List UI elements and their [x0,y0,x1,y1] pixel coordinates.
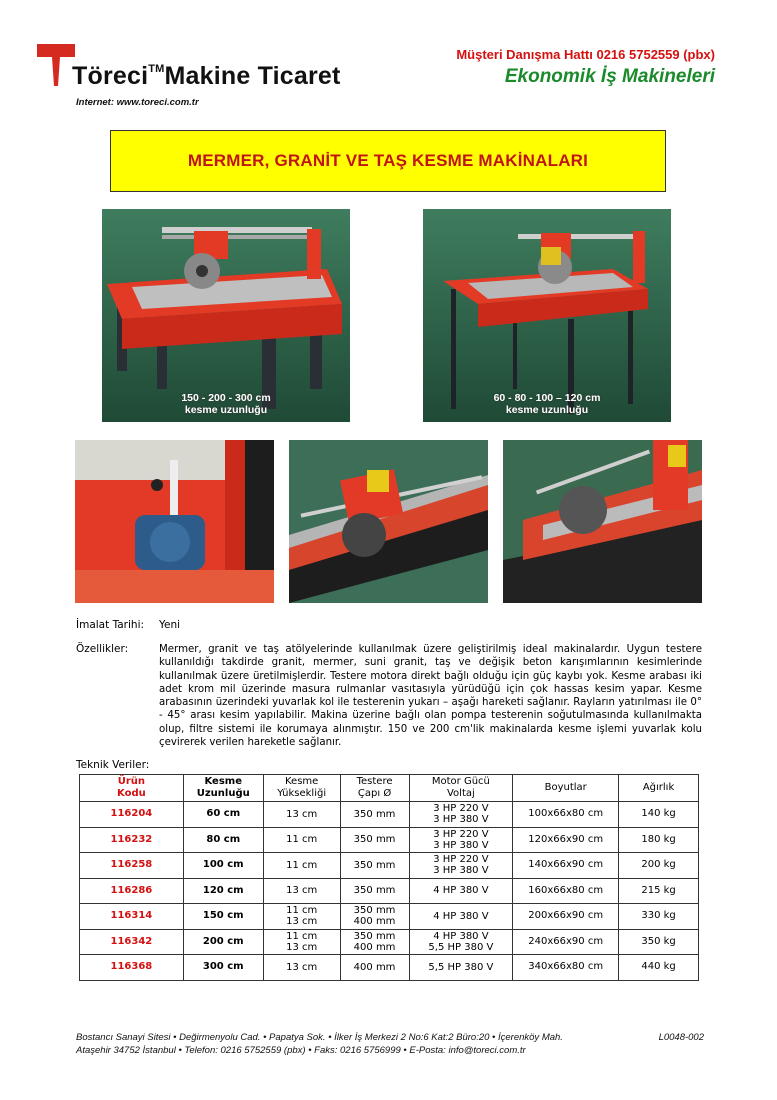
page-title-box [110,130,666,192]
manufacture-date-value: Yeni [159,619,181,631]
table-header-row [80,775,699,802]
cell-height: 13 cm [263,878,340,904]
cell-height: 11 cm 13 cm [263,929,340,955]
cell-saw: 350 mm [340,878,409,904]
table-row [80,802,699,828]
cell-code: 116368 [80,955,184,981]
cell-weight: 200 kg [619,853,699,879]
table-row [80,827,699,853]
cell-saw: 350 mm [340,827,409,853]
table-row [80,929,699,955]
col-header-length: Kesme Uzunluğu [183,775,263,802]
customer-hotline: Müşteri Danışma Hattı 0216 5752559 (pbx) [456,47,715,62]
photo-carriage-closeup [289,440,488,603]
cell-length: 200 cm [183,929,263,955]
cell-length: 150 cm [183,904,263,930]
cell-dims: 120x66x90 cm [513,827,619,853]
col-header-height: Kesme Yüksekliği [263,775,340,802]
photo-large-machine [102,209,350,422]
cell-length: 100 cm [183,853,263,879]
cell-code: 116232 [80,827,184,853]
cell-motor: 3 HP 220 V 3 HP 380 V [409,827,513,853]
page-title: MERMER, GRANİT VE TAŞ KESME MAKİNALARI [187,151,589,170]
cell-length: 300 cm [183,955,263,981]
cell-saw: 350 mm [340,853,409,879]
cell-height: 11 cm [263,853,340,879]
toreci-logo-icon [37,44,75,86]
table-row [80,955,699,981]
cell-dims: 240x66x90 cm [513,929,619,955]
cell-length: 80 cm [183,827,263,853]
cell-length: 60 cm [183,802,263,828]
features-label: Özellikler: [76,643,129,655]
cell-motor: 4 HP 380 V 5,5 HP 380 V [409,929,513,955]
cell-weight: 215 kg [619,878,699,904]
photo-pump-closeup [75,440,274,603]
cell-saw: 350 mm 400 mm [340,929,409,955]
technical-data-label: Teknik Veriler: [76,759,150,771]
cell-dims: 140x66x90 cm [513,853,619,879]
cell-saw: 350 mm [340,802,409,828]
table-row [80,878,699,904]
document-code: L0048-002 [658,1032,704,1043]
cell-weight: 180 kg [619,827,699,853]
cell-motor: 3 HP 220 V 3 HP 380 V [409,853,513,879]
manufacture-date-label: İmalat Tarihi: [76,619,145,631]
cell-code: 116204 [80,802,184,828]
table-row [80,853,699,879]
cell-weight: 330 kg [619,904,699,930]
photo-caption-large: 150 - 200 - 300 cm kesme uzunluğu [181,392,271,416]
cell-height: 13 cm [263,802,340,828]
col-header-code: Ürün Kodu [80,775,184,802]
cell-weight: 140 kg [619,802,699,828]
cell-motor: 5,5 HP 380 V [409,955,513,981]
internet-address: Internet: www.toreci.com.tr [76,97,199,108]
cell-dims: 340x66x80 cm [513,955,619,981]
photo-tilt-closeup [503,440,702,603]
slogan: Ekonomik İş Makineleri [504,66,715,87]
cell-code: 116258 [80,853,184,879]
cell-height: 11 cm [263,827,340,853]
cell-saw: 400 mm [340,955,409,981]
cell-saw: 350 mm 400 mm [340,904,409,930]
cell-height: 11 cm 13 cm [263,904,340,930]
cell-motor: 4 HP 380 V [409,878,513,904]
cell-code: 116314 [80,904,184,930]
cell-dims: 160x66x80 cm [513,878,619,904]
features-description: Mermer, granit ve taş atölyelerinde kullanılmak üzere geliştirilmiş ideal makinalardır. Uygun testere kullanıldığı takdirde granit, mermer, suni granit, taş ve değişik beton karışımlarının kesimlerinde kullanılmak üzere üretilmişlerdir. Testere motora direkt bağlı olduğu için güç kaybı yok. Kesme arabası iki adet krom mil üzerinde masura rulmanlar vasıtasıyla yürüdüğü için çok hassas kesim yapar. Kesme arabasının üzerindeki yuvarlak kol ile testerenin yukarı – aşağı hareketi sağlanır. Rayların yatırılması ile 0° - 45° arası kesim yapılabilir. Makina üzerine bağlı olan pompa testerenin soğutulmasında kullanılmakta olup, filtre sistemi ile korumaya alınmıştır. 150 ve 200 cm'lik makinalarda kesme işlemi yuvarlak kolu çevirerek verilen hareketle sağlanır. [159,644,702,749]
footer-line-2: Ataşehir 34752 İstanbul • Telefon: 0216 5752559 (pbx) • Faks: 0216 5756999 • E-Posta: info@toreci.com.tr [76,1045,526,1056]
technical-spec-table [79,774,699,981]
cell-code: 116342 [80,929,184,955]
footer-line-1: Bostancı Sanayi Sitesi • Değirmenyolu Cad. • Papatya Sok. • İlker İş Merkezi 2 No:6 Kat:2 Büro:20 • İçerenköy Mah. [76,1032,563,1043]
cell-dims: 100x66x80 cm [513,802,619,828]
col-header-motor: Motor Gücü Voltaj [409,775,513,802]
photo-small-machine [423,209,671,422]
col-header-weight: Ağırlık [619,775,699,802]
brand-logo-text: Töreci™Makine Ticaret [72,62,341,90]
cell-weight: 350 kg [619,929,699,955]
footer-address [76,1031,706,1057]
cell-weight: 440 kg [619,955,699,981]
cell-length: 120 cm [183,878,263,904]
cell-code: 116286 [80,878,184,904]
cell-motor: 4 HP 380 V [409,904,513,930]
col-header-saw: Testere Çapı Ø [340,775,409,802]
cell-height: 13 cm [263,955,340,981]
table-row [80,904,699,930]
cell-motor: 3 HP 220 V 3 HP 380 V [409,802,513,828]
photo-caption-small: 60 - 80 - 100 – 120 cm kesme uzunluğu [493,392,601,416]
col-header-dims: Boyutlar [513,775,619,802]
cell-dims: 200x66x90 cm [513,904,619,930]
